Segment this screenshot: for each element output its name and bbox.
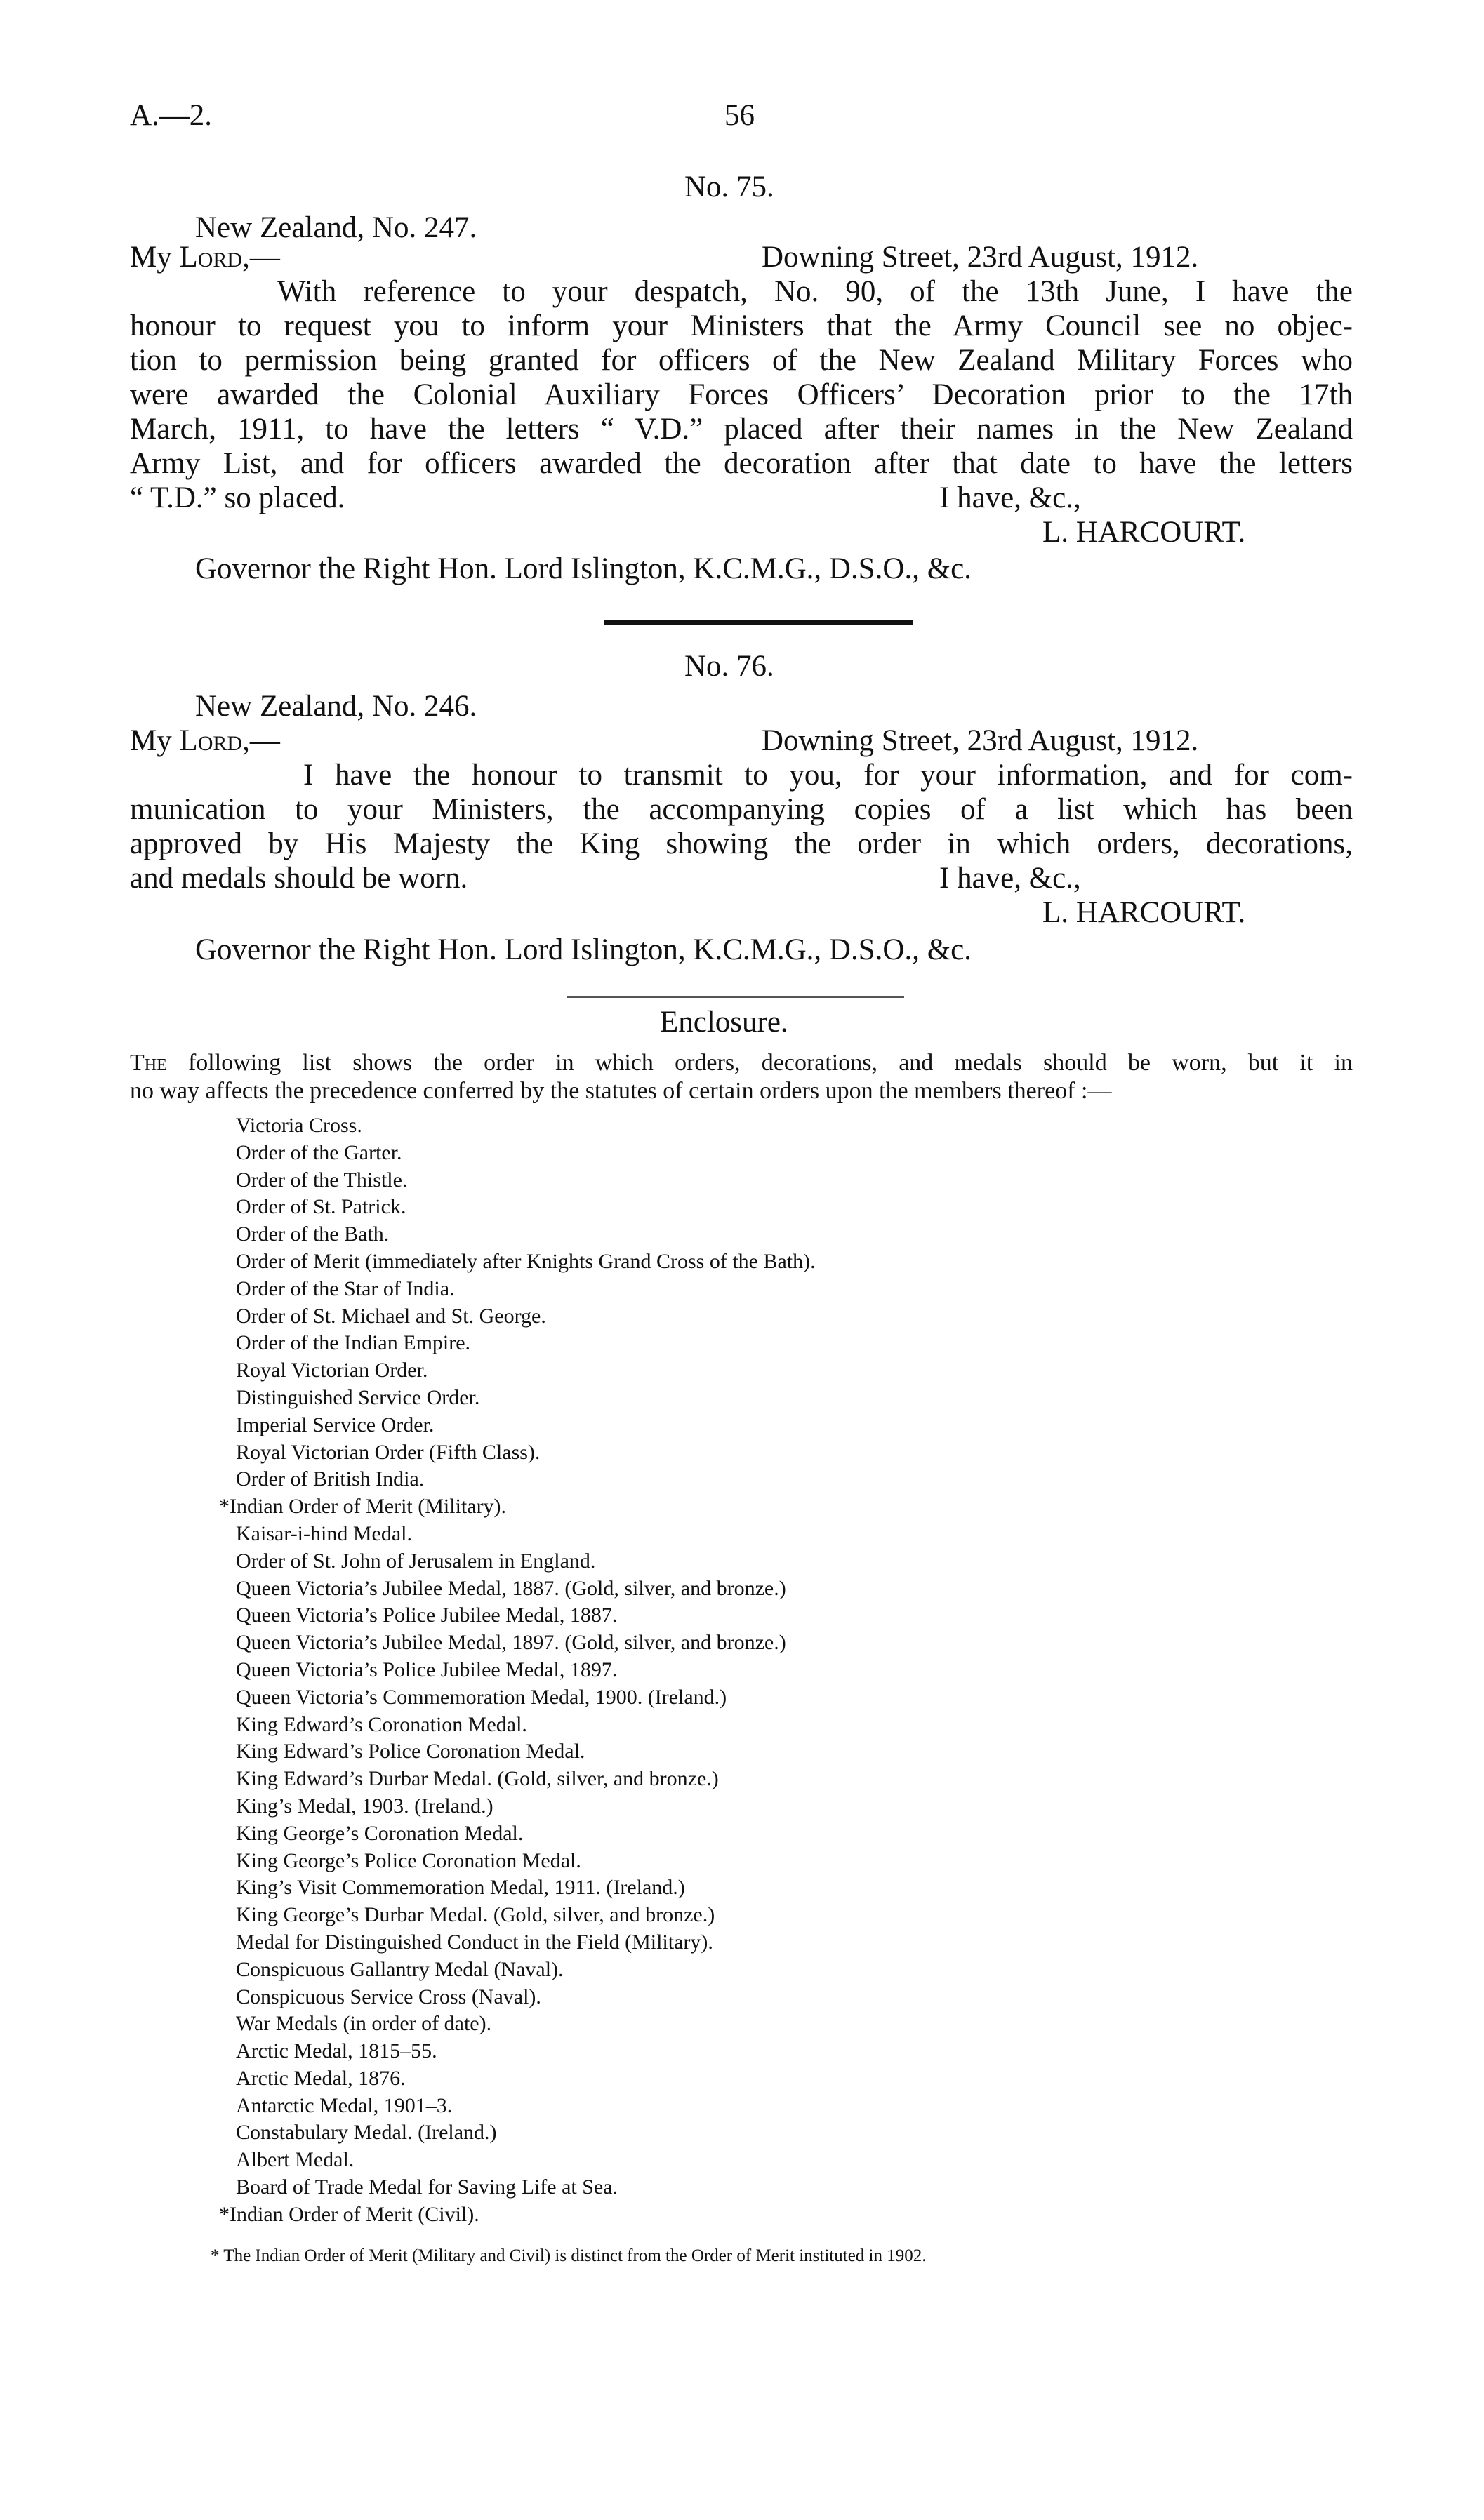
list-item: War Medals (in order of date).	[236, 2012, 492, 2036]
enclosure-intro-line: no way affects the precedence conferred by the statutes of certain orders upon the members thereof :—	[130, 1078, 1112, 1104]
body-line: munication to your Ministers, the accompanying copies of a list which has been	[130, 793, 1353, 826]
colony-reference: New Zealand, No. 247.	[195, 211, 477, 244]
section-divider	[604, 620, 913, 625]
list-item: Distinguished Service Order.	[236, 1385, 480, 1409]
list-item: King George’s Durbar Medal. (Gold, silver, and bronze.)	[236, 1903, 715, 1927]
list-item: Order of Merit (immediately after Knights Grand Cross of the Bath).	[236, 1249, 816, 1273]
address-date: Downing Street, 23rd August, 1912.	[762, 724, 1199, 757]
addressee: Governor the Right Hon. Lord Islington, K.C.M.G., D.S.O., &c.	[195, 552, 972, 585]
list-item: Conspicuous Gallantry Medal (Naval).	[236, 1957, 564, 1981]
signature: L. HARCOURT.	[1042, 516, 1246, 549]
address-date: Downing Street, 23rd August, 1912.	[762, 241, 1199, 274]
enclosure-intro-line	[130, 1049, 1353, 1077]
list-item: Queen Victoria’s Police Jubilee Medal, 1897.	[236, 1658, 618, 1681]
list-item: Order of the Garter.	[236, 1140, 402, 1164]
list-item: King’s Visit Commemoration Medal, 1911. (Ireland.)	[236, 1876, 685, 1900]
body-line: tion to permission being granted for officers of the New Zealand Military Forces who	[130, 344, 1353, 377]
list-item: Constabulary Medal. (Ireland.)	[236, 2121, 497, 2145]
list-item: Order of the Indian Empire.	[236, 1331, 471, 1355]
list-item: Order of the Star of India.	[236, 1276, 455, 1300]
page-number: 56	[724, 99, 755, 132]
list-item: Imperial Service Order.	[236, 1413, 435, 1436]
despatch-number: No. 76.	[684, 650, 774, 683]
list-item: Queen Victoria’s Jubilee Medal, 1897. (Gold, silver, and bronze.)	[236, 1631, 786, 1655]
decorations-list	[219, 1112, 816, 2229]
list-item: Arctic Medal, 1815–55.	[236, 2039, 437, 2063]
list-item: Victoria Cross.	[236, 1114, 362, 1137]
list-item: Royal Victorian Order.	[236, 1359, 428, 1382]
list-item: Order of St. Michael and St. George.	[236, 1304, 546, 1328]
body-last-line: “ T.D.” so placed.	[130, 481, 345, 514]
body-line: I have the honour to transmit to you, for your information, and for com-	[303, 759, 1353, 792]
list-item: Royal Victorian Order (Fifth Class).	[236, 1440, 541, 1464]
list-item: Antarctic Medal, 1901–3.	[236, 2093, 453, 2117]
body-line: honour to request you to inform your Ministers that the Army Council see no objec-	[130, 309, 1353, 342]
list-item: King Edward’s Durbar Medal. (Gold, silver, and bronze.)	[236, 1767, 719, 1791]
list-item: Albert Medal.	[236, 2148, 355, 2172]
list-item: Arctic Medal, 1876.	[236, 2066, 406, 2090]
list-item: Queen Victoria’s Commemoration Medal, 1900. (Ireland.)	[236, 1685, 727, 1709]
list-item: Queen Victoria’s Jubilee Medal, 1887. (Gold, silver, and bronze.)	[236, 1576, 786, 1600]
body-line: approved by His Majesty the King showing the order in which orders, decorations,	[130, 827, 1353, 860]
list-item: Order of St. John of Jerusalem in England.	[236, 1549, 596, 1573]
list-item: Order of the Bath.	[236, 1222, 390, 1246]
list-item: Queen Victoria’s Police Jubilee Medal, 1887.	[236, 1604, 618, 1627]
list-item: King’s Medal, 1903. (Ireland.)	[236, 1794, 493, 1818]
salutation	[130, 240, 280, 274]
salutation-prefix: My	[130, 241, 172, 274]
closing: I have, &c.,	[939, 862, 1081, 895]
list-item: Kaisar-i-hind Medal.	[236, 1521, 412, 1545]
intro-first-word: The	[130, 1050, 167, 1076]
list-item: King Edward’s Coronation Medal.	[236, 1712, 527, 1736]
body-line: Army List, and for officers awarded the decoration after that date to have the letters	[130, 447, 1353, 480]
footnote: * The Indian Order of Merit (Military and Civil) is distinct from the Order of Merit instituted in 1902.	[211, 2246, 927, 2265]
list-item: Board of Trade Medal for Saving Life at Sea.	[236, 2175, 618, 2199]
despatch-body	[130, 274, 1353, 481]
enclosure-heading: Enclosure.	[660, 1006, 788, 1039]
body-last-line: and medals should be worn.	[130, 862, 468, 895]
body-line: March, 1911, to have the letters “ V.D.” placed after their names in the New Zealand	[130, 413, 1353, 446]
body-line: were awarded the Colonial Auxiliary Forces Officers’ Decoration prior to the 17th	[130, 378, 1353, 411]
intro-line-text: following list shows the order in which orders, decorations, and medals should be worn, but it in	[187, 1050, 1353, 1076]
despatch-body	[130, 758, 1353, 861]
document-reference: A.—2.	[130, 99, 213, 132]
section-divider	[567, 996, 904, 998]
body-line: With reference to your despatch, No. 90, of the 13th June, I have the	[277, 275, 1353, 308]
despatch-number: No. 75.	[684, 171, 774, 204]
list-item: Conspicuous Service Cross (Naval).	[236, 1985, 541, 2008]
salutation-title: Lord,—	[179, 241, 280, 274]
list-item: Order of St. Patrick.	[236, 1195, 406, 1219]
list-item: *Indian Order of Merit (Military).	[219, 1495, 507, 1519]
list-item: Order of British India.	[236, 1467, 425, 1491]
salutation-title: Lord,—	[179, 724, 280, 757]
list-item: King Edward’s Police Coronation Medal.	[236, 1740, 585, 1764]
list-item: Medal for Distinguished Conduct in the Field (Military).	[236, 1930, 713, 1954]
list-item: King George’s Coronation Medal.	[236, 1821, 524, 1845]
colony-reference: New Zealand, No. 246.	[195, 690, 477, 723]
list-item: King George’s Police Coronation Medal.	[236, 1848, 581, 1872]
list-item: *Indian Order of Merit (Civil).	[219, 2202, 479, 2226]
signature: L. HARCOURT.	[1042, 896, 1246, 929]
list-item: Order of the Thistle.	[236, 1168, 408, 1192]
salutation-prefix: My	[130, 724, 172, 757]
salutation	[130, 724, 280, 758]
addressee: Governor the Right Hon. Lord Islington, K.C.M.G., D.S.O., &c.	[195, 933, 972, 966]
closing: I have, &c.,	[939, 481, 1081, 514]
